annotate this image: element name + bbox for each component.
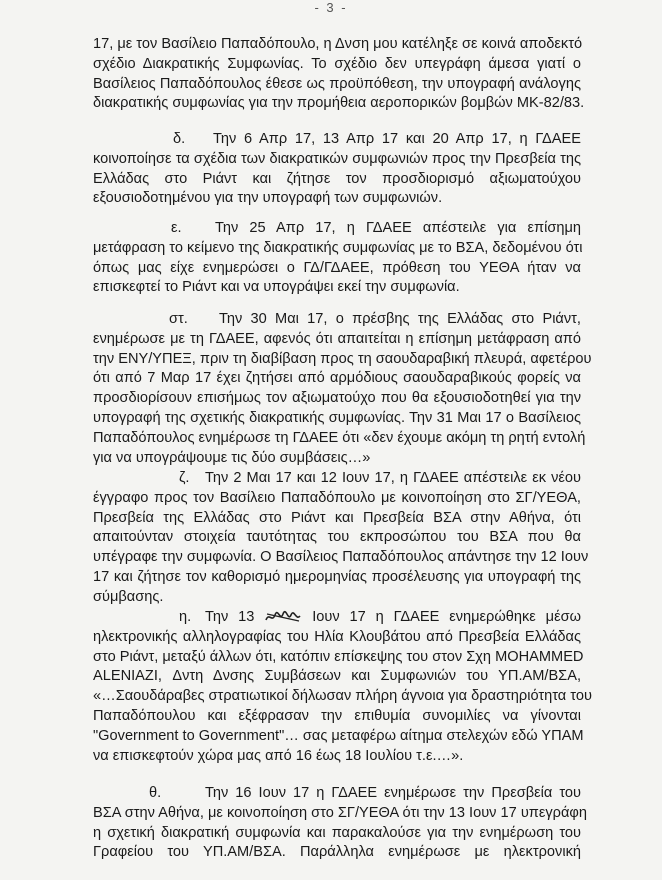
text-line: η σχετική διακρατική συμφωνία και παρακαλούσε για την ενημέρωση του: [93, 824, 581, 841]
text-line: Πρεσβεία της Ελλάδας στο Ριάντ και Πρεσβεία ΒΣΑ στην Αθήνα, ότι: [93, 509, 581, 526]
paragraph-delta: [93, 130, 581, 209]
paragraph-stigma: [93, 310, 592, 468]
text-line: [93, 469, 581, 489]
text-line: εξουσιοδοτημένου για την υπογραφή των συμφωνιών.: [93, 190, 443, 207]
text-line: διακρατικής συμφωνίας για την προμήθεια αεροπορικών βομβών ΜΚ-82/83.: [93, 95, 585, 112]
text-span: Την 13: [205, 609, 255, 625]
text-line: όπως μας είχε ενημερώσει ο ΓΔ/ΓΔΑΕΕ, πρόθεση του ΥΕΘΑ ήταν να: [93, 259, 581, 276]
page-number: - 3 -: [314, 0, 348, 15]
text-span: Την 25 Απρ 17, η ΓΔΑΕΕ απέστειλε για επίσημη: [215, 220, 581, 236]
paragraph-theta: [93, 784, 587, 863]
text-line: «…Σαουδάραβες στρατιωτικοί δήλωσαν πλήρη άγνοια για δραστηριότητα του: [93, 688, 592, 705]
text-line: [93, 310, 581, 330]
text-line: 17, με τον Βασίλειο Παπαδόπουλο, η Δνση μου κατέληξε σε κοινά αποδεκτό: [93, 36, 583, 52]
text-line: επισκεφτεί το Ριάντ και να υπογράψει εκεί την συμφωνία.: [93, 279, 460, 296]
text-line: σύμβασης.: [93, 588, 164, 605]
text-line: υπογραφή της σχετικής διακρατικής συμφωνίας. Την 31 Μαι 17 ο Βασίλειος: [93, 409, 581, 426]
text-line: για να υπογράψουμε τις δύο συμβάσεις…»: [93, 449, 371, 466]
text-line: σχέδιο Διακρατικής Συμφωνίας. Το σχέδιο δεν υπεγράφη άμεσα γιατί ο: [93, 55, 581, 72]
text-line: στο Ριάντ, μεταξύ άλλων ότι, κατόπιν επίσκεψης του στον Σχη MOHAMMED: [93, 648, 584, 665]
text-line: Βασίλειος Παπαδόπουλος έθεσε ως προϋπόθεση, την υπογραφή ανάλογης: [93, 75, 581, 92]
text-line: απαιτούνταν στοιχεία ταυτότητας του εκπροσώπου του ΒΣΑ που θα: [93, 529, 581, 546]
text-line: "Government to Government"… σας μεταφέρω αίτημα στελεχών εδώ ΥΠΑΜ: [93, 727, 584, 744]
text-line: κοινοποίησε τα σχέδια των διακρατικών συμφωνιών προς την Πρεσβεία της: [93, 150, 581, 167]
paragraph-marker: στ.: [169, 311, 188, 327]
text-line: Παπαδόπουλου και εξέφρασαν την επιθυμία συνομιλίες να γίνονται: [93, 707, 581, 724]
text-span: Την 6 Απρ 17, 13 Απρ 17 και 20 Απρ 17, η ΓΔΑΕΕ: [213, 131, 581, 147]
text-span: Ιουν 17 η ΓΔΑΕΕ ενημερώθηκε μέσω: [312, 609, 582, 625]
text-line: [93, 608, 581, 628]
text-span: Την 16 Ιουν 17 η ΓΔΑΕΕ ενημέρωσε την Πρεσβεία του: [205, 785, 581, 801]
paragraph-epsilon: [93, 219, 581, 298]
text-line: την ΕΝΥ/ΥΠΕΞ, πριν τη διαβίβαση προς τη σαουδαραβική πλευρά, αφετέρου: [93, 350, 592, 367]
text-line: ότι από 7 Μαρ 17 έχει ζητήσει από αρμόδιους σαουδαραβικούς φορείς να: [93, 370, 581, 387]
paragraph-marker: ζ.: [179, 470, 190, 486]
text-line: έγγραφο προς τον Βασίλειο Παπαδόπουλο με κοινοποίηση στο ΣΓ/ΥΕΘΑ,: [93, 489, 581, 506]
text-line: ΒΣΑ στην Αθήνα, με κοινοποίηση στο ΣΓ/ΥΕΘΑ ότι την 13 Ιουν 17 υπεγράφη: [93, 804, 587, 821]
text-line: ενημέρωσε με τη ΓΔΑΕΕ, αφενός ότι απαιτείται η επίσημη μετάφραση από: [93, 330, 581, 347]
paragraph-zeta: [93, 469, 589, 608]
text-line: 17 και ζήτησε τον καθορισμό ημερομηνίας προσέλευσης για υπογραφή της: [93, 568, 581, 585]
text-line: να επισκεφτούν χώρα μας από 16 έως 18 Ιουλίου τ.ε.…».: [93, 747, 464, 764]
paragraph-marker: δ.: [173, 131, 186, 147]
handwritten-correction-icon: [264, 610, 302, 624]
text-line: ηλεκτρονικής αλληλογραφίας του Ηλία Κλουβάτου από Πρεσβεία Ελλάδας: [93, 628, 581, 645]
text-line: [93, 130, 581, 150]
paragraph-marker: θ.: [149, 785, 162, 801]
text-line: Ελλάδας στο Ριάντ και ζήτησε τον προσδιορισμό αξιωματούχου: [93, 170, 581, 187]
text-span: Την 30 Μαι 17, ο πρέσβης της Ελλάδας στο Ριάντ,: [219, 311, 581, 327]
text-line: [93, 784, 581, 804]
text-line: υπέγραφε την συμφωνία. Ο Βασίλειος Παπαδόπουλος απάντησε την 12 Ιουν: [93, 549, 589, 566]
paragraph-continuation: [93, 35, 585, 114]
text-line: Γραφείου του ΥΠ.ΑΜ/ΒΣΑ. Παράλληλα ενημέρωσε με ηλεκτρονική: [93, 844, 581, 861]
text-line: [93, 219, 581, 239]
paragraph-eta: [93, 608, 592, 766]
text-line: μετάφραση το κείμενο της διακρατικής συμφωνίας με το ΒΣΑ, δεδομένου ότι: [93, 239, 583, 256]
paragraph-marker: η.: [179, 609, 192, 625]
text-line: προσδιορίσουν επισήμως τον αξιωματούχο που θα εξουσιοδοτηθεί για την: [93, 390, 581, 407]
text-span: Την 2 Μαι 17 και 12 Ιουν 17, η ΓΔΑΕΕ απέστειλε εκ νέου: [205, 470, 581, 486]
paragraph-marker: ε.: [171, 220, 182, 236]
text-line: Παπαδόπουλος ενημέρωσε τη ΓΔΑΕΕ ότι «δεν έχουμε ακόμη τη ρητή εντολή: [93, 429, 586, 446]
text-line: ALENIAZI, Δντη Δνσης Συμβάσεων και Συμφωνιών του ΥΠ.ΑΜ/ΒΣΑ,: [93, 668, 581, 685]
